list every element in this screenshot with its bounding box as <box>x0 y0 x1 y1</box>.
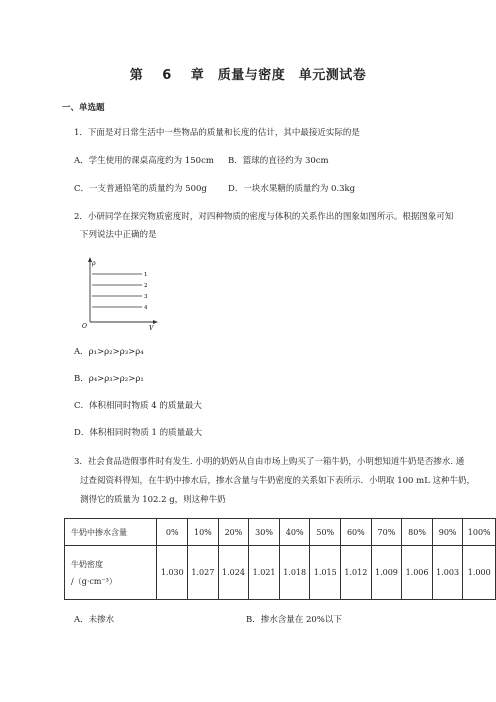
table-row-density <box>65 546 496 600</box>
table-cell: 1.000 <box>463 546 496 600</box>
milk-density-table <box>64 518 496 600</box>
line-2-label: 2 <box>144 283 148 289</box>
table-cell: 70% <box>371 519 402 546</box>
table-cell: 1.018 <box>279 546 310 600</box>
table-cell: 1.006 <box>402 546 433 600</box>
y-axis-label: ρ <box>92 260 96 267</box>
table-cell: 80% <box>402 519 433 546</box>
q2-stem-line2: 下列说法中正确的是 <box>80 230 157 240</box>
table-row-header: 牛奶中掺水含量 <box>65 519 157 546</box>
q2-option-c: C．体积相同时物质 4 的质量最大 <box>74 401 202 411</box>
line-4-label: 4 <box>144 305 148 311</box>
x-axis-label: V <box>149 325 154 332</box>
table-cell: 10% <box>188 519 219 546</box>
table-cell: 1.024 <box>218 546 249 600</box>
q3-option-a: A．未掺水 <box>74 615 115 625</box>
q2-stem-line1: 2．小研同学在探究物质密度时，对四种物质的密度与体积的关系作出的图象如图所示。根据图象可知 <box>74 212 454 222</box>
table-cell: 1.027 <box>188 546 219 600</box>
table-cell: 40% <box>279 519 310 546</box>
section-heading: 一、单选题 <box>62 103 105 113</box>
table-cell: 1.030 <box>157 546 188 600</box>
q2-option-b: B．ρ₄>ρ₃>ρ₂>ρ₁ <box>74 374 144 384</box>
q3-stem-line1: 3．社会食品造假事件时有发生. 小明的奶奶从自由市场上购买了一箱牛奶，小明想知道牛奶是否掺水. 通 <box>74 457 465 467</box>
q1-option-d: D．一块水果糖的质量约为 0.3kg <box>228 184 356 194</box>
q1-stem: 1．下面是对日常生活中一些物品的质量和长度的估计，其中最接近实际的是 <box>74 128 360 138</box>
table-cell: 50% <box>310 519 341 546</box>
q1-option-a: A．学生使用的课桌高度约为 150cm <box>74 156 214 166</box>
table-cell: 1.015 <box>310 546 341 600</box>
table-cell: 0% <box>157 519 188 546</box>
density-header-line2: /（g·cm⁻³） <box>71 576 117 586</box>
q2-option-a: A．ρ₁>ρ₂>ρ₃>ρ₄ <box>74 347 144 357</box>
density-header-line1: 牛奶密度 <box>71 559 103 569</box>
table-cell: 1.003 <box>432 546 463 600</box>
density-volume-graph <box>82 256 162 332</box>
table-cell: 1.012 <box>341 546 372 600</box>
table-cell: 20% <box>218 519 249 546</box>
table-cell: 100% <box>463 519 496 546</box>
table-cell: 90% <box>432 519 463 546</box>
q3-option-b: B．掺水含量在 20%以下 <box>246 615 342 625</box>
line-1-label: 1 <box>144 272 148 278</box>
q1-option-c: C．一支普通铅笔的质量约为 500g <box>74 184 207 194</box>
q2-option-d: D．体积相同时物质 1 的质量最大 <box>74 428 203 438</box>
x-axis-arrow <box>153 320 158 324</box>
table-cell: 30% <box>249 519 280 546</box>
table-cell: 60% <box>341 519 372 546</box>
table-cell: 1.021 <box>249 546 280 600</box>
table-row-water-content <box>65 519 496 546</box>
line-3-label: 3 <box>144 294 148 300</box>
origin-label: O <box>82 323 87 330</box>
q1-option-b: B．篮球的直径约为 30cm <box>228 156 329 166</box>
table-row-header <box>65 546 157 600</box>
q3-stem-line3: 测得它的质量为 102.2 g，则这种牛奶 <box>80 495 226 505</box>
q3-stem-line2: 过查阅资料得知，在牛奶中掺水后，掺水含量与牛奶密度的关系如下表所示．小明取 100 mL 这种牛奶， <box>80 476 476 486</box>
table-cell: 1.009 <box>371 546 402 600</box>
document-title: 第 6 章 质量与密度 单元测试卷 <box>129 68 367 83</box>
